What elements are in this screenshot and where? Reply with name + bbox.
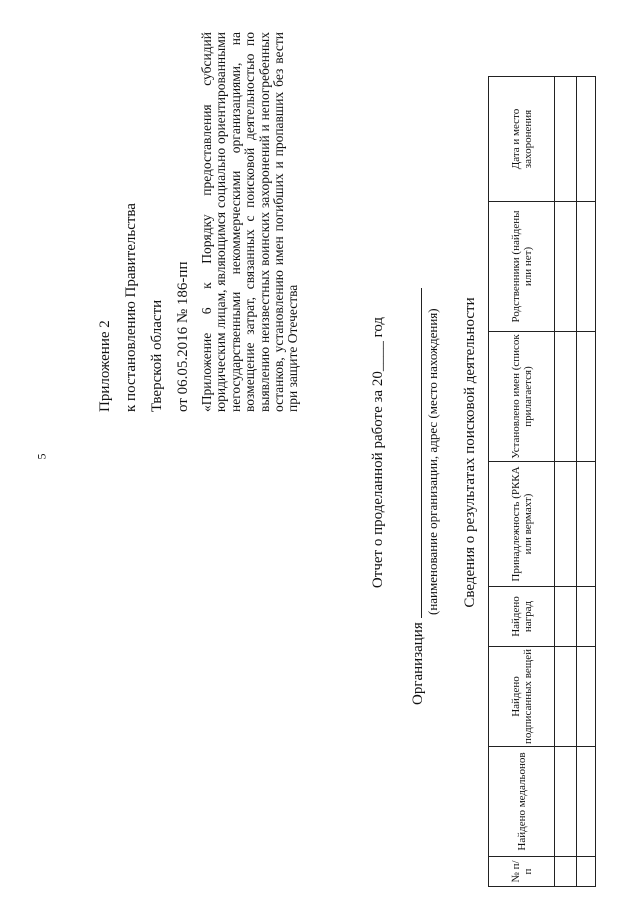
table-row [577,77,596,887]
header-cell-names: Установлено имен (список прилагается) [489,332,555,462]
header-cell-affiliation: Принадлежность (РККА или вермахт) [489,462,555,587]
header-cell-relatives: Родственники (найдены или нет) [489,202,555,332]
header-cell-burial: Дата и место захоронения [489,77,555,202]
appendix-line-2: к постановлению Правительства [123,203,139,412]
report-title: Отчет о проделанной работе за 20____ год [370,316,386,589]
header-cell-signed-items: Найдено подписанных вещей [489,647,555,747]
rotated-page [80,10,580,895]
appendix-line-4: от 06.05.2016 № 186-пп [175,261,191,412]
table-cell[interactable] [555,202,577,332]
table-cell[interactable] [577,202,596,332]
table-cell[interactable] [555,647,577,747]
table-cell[interactable] [577,587,596,647]
results-title: Сведения о результатах поисковой деятельности [462,297,478,608]
table-cell[interactable] [577,77,596,202]
appendix-line-3: Тверской области [149,299,165,412]
table-cell[interactable] [555,332,577,462]
organization-blank [407,288,422,618]
order-text: «Приложение 6 к Порядку предоставления субсидий юридическим лицам, являющимся социально ориентированными негосударственными некоммерческими организациями, на возмещение затрат, связанных с поисковой деятельностью по выявлению неизвестных воинских захоронений и непогребенных останков, установлению имен погибших и пропавших без вести при защите Отечества [199,32,301,412]
header-cell-number: № п/п [489,857,555,887]
table-cell[interactable] [577,647,596,747]
appendix-line-1: Приложение 2 [97,320,113,412]
table-cell[interactable] [577,857,596,887]
header-cell-awards: Найдено наград [489,587,555,647]
table-cell[interactable] [577,747,596,857]
organization-line [407,288,427,705]
results-table [488,76,596,887]
organization-label: Организация [410,622,426,705]
appendix-block [92,32,196,412]
table-cell[interactable] [577,462,596,587]
table-row [555,77,577,887]
page-number: 5 [34,453,49,460]
header-cell-medallions: Найдено медальонов [489,747,555,857]
table-cell[interactable] [555,462,577,587]
table-cell[interactable] [555,77,577,202]
table-cell[interactable] [555,857,577,887]
table-header-row [489,77,555,887]
table-cell[interactable] [577,332,596,462]
organization-caption: (наименование организации, адрес (место нахождения) [425,308,440,615]
table-cell[interactable] [555,587,577,647]
table-cell[interactable] [555,747,577,857]
